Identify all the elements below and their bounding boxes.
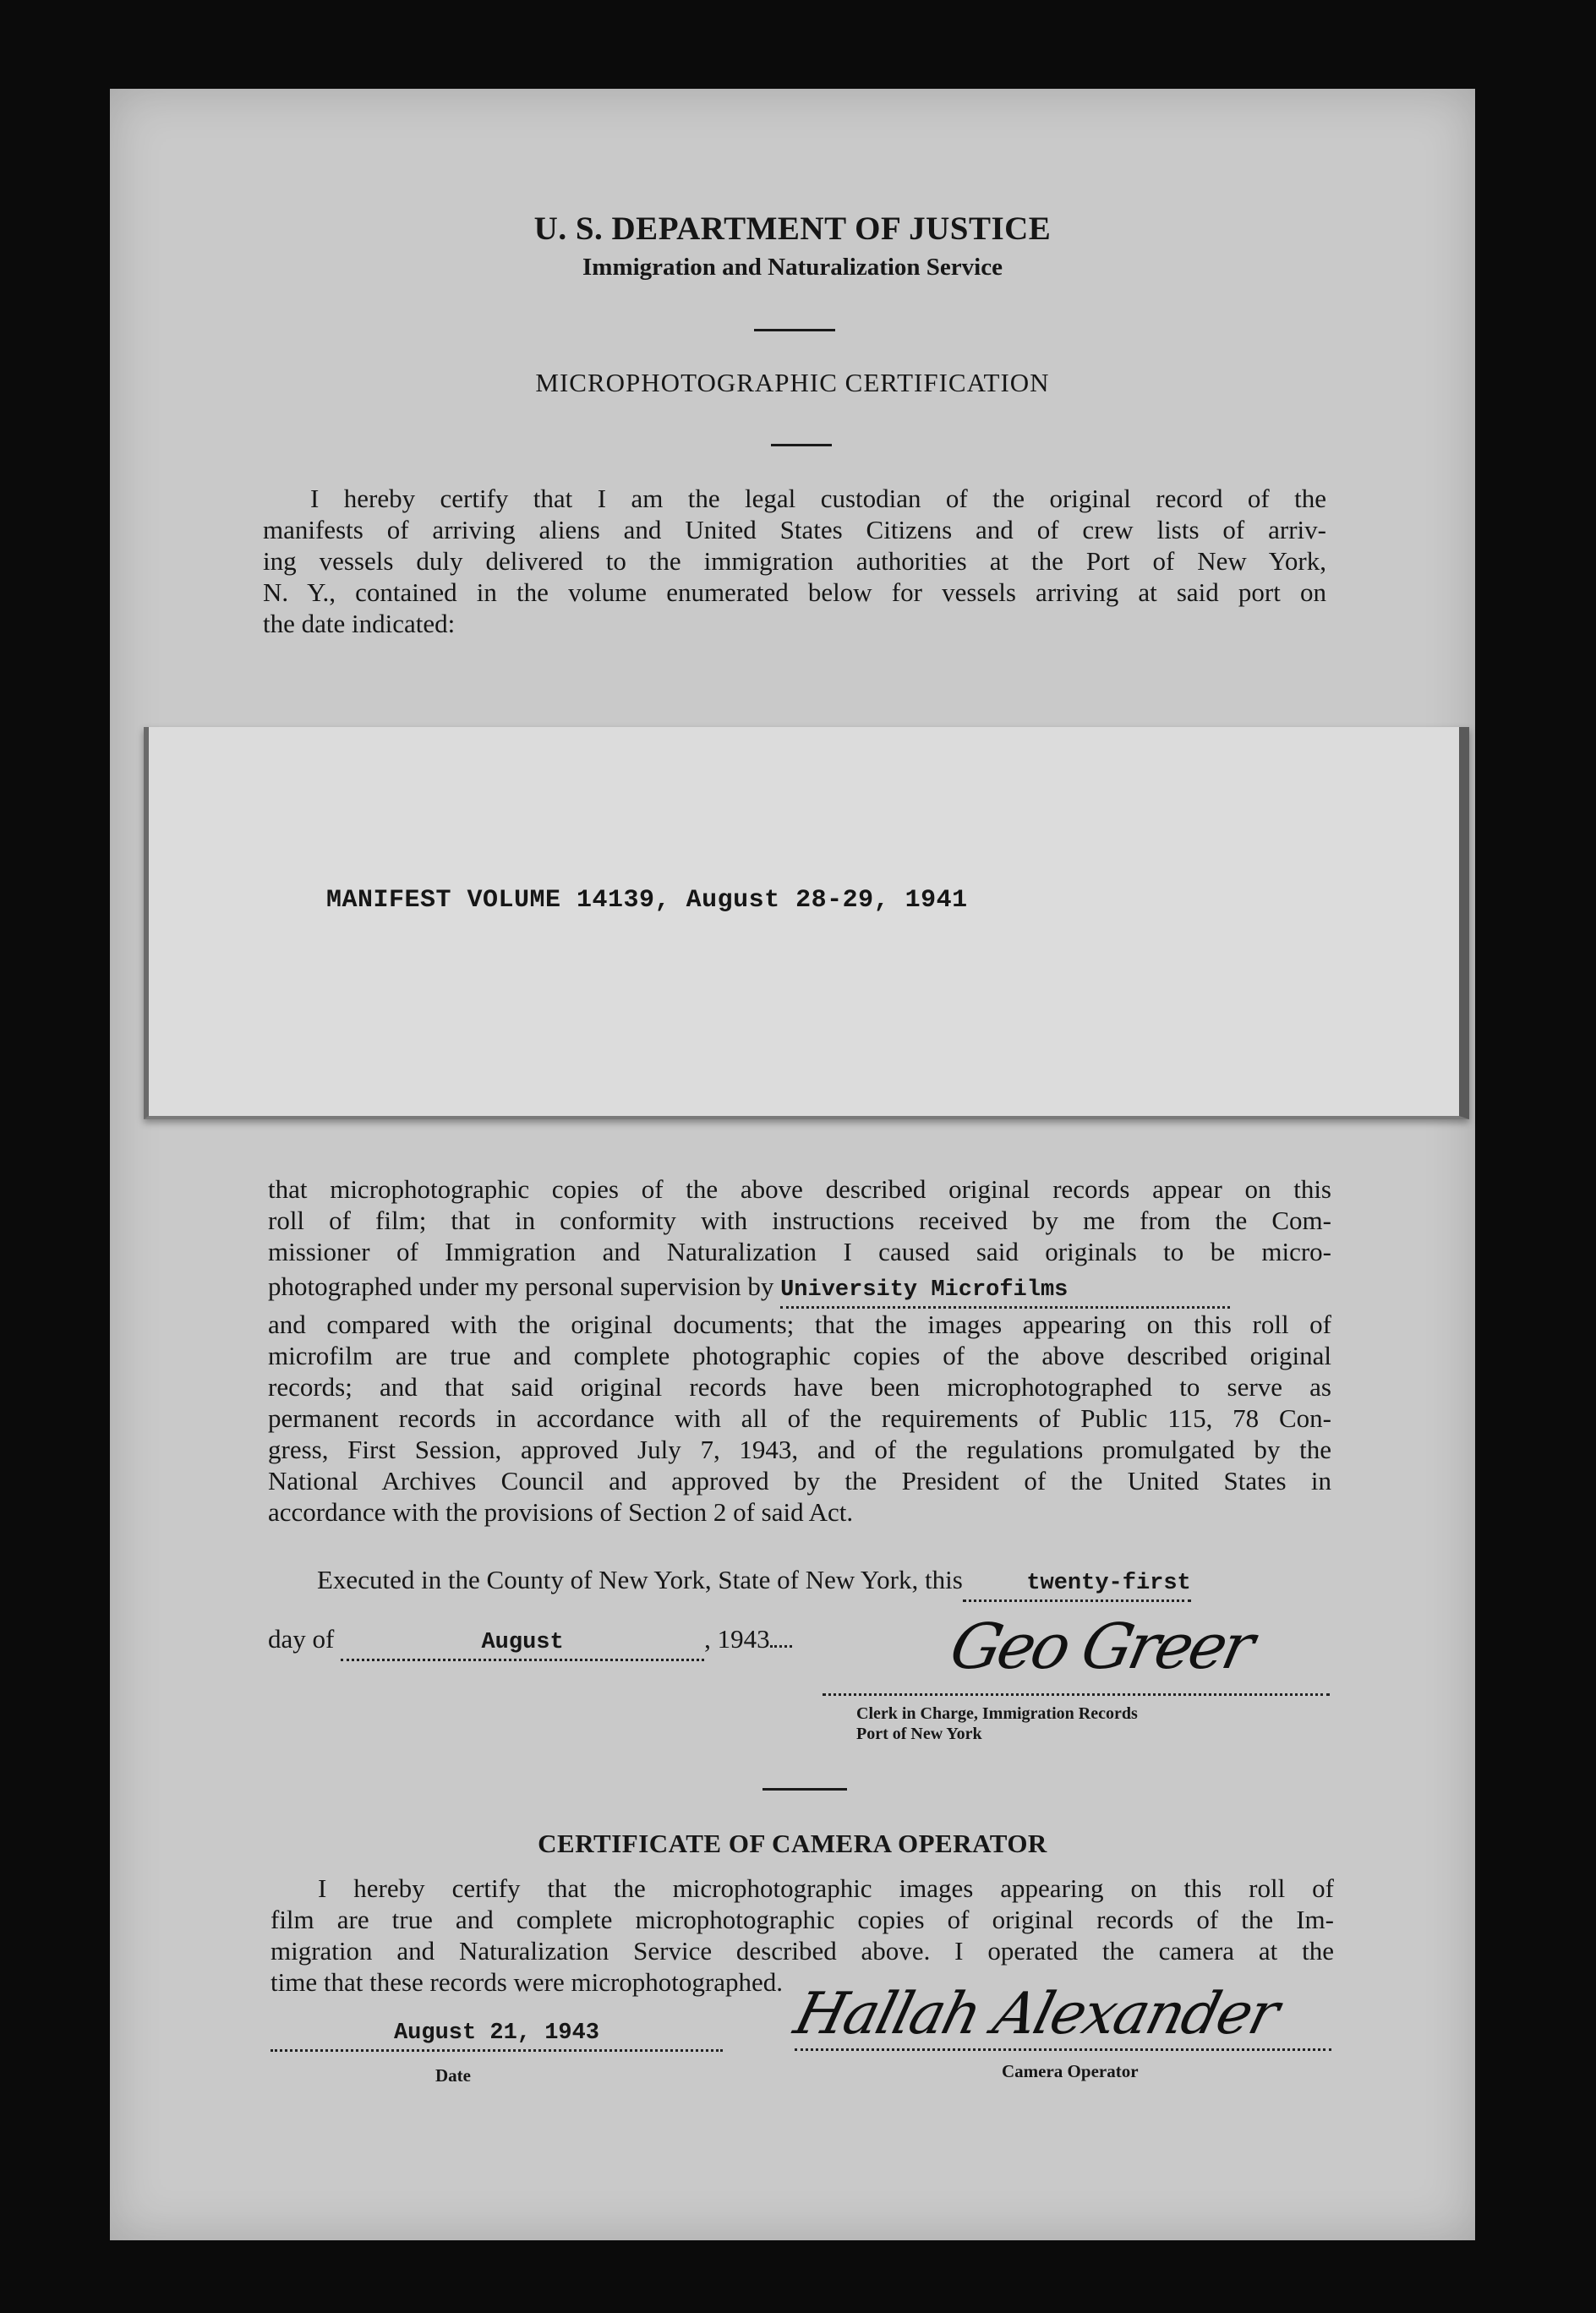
- camera-date-value: August 21, 1943: [271, 2020, 723, 2052]
- paragraph-line: National Archives Council and approved by the President of the United States in: [268, 1466, 1331, 1496]
- camera-certificate-title: CERTIFICATE OF CAMERA OPERATOR: [538, 1829, 1047, 1858]
- intro-paragraph: [263, 483, 1326, 639]
- service-subtitle: Immigration and Naturalization Service: [582, 254, 1003, 281]
- year-prefix: , 194: [704, 1624, 757, 1654]
- clerk-title: [856, 1703, 1138, 1744]
- divider-rule: [771, 444, 832, 446]
- photographed-by-value: University Microfilms: [780, 1275, 1230, 1309]
- clerk-title-line: Port of New York: [856, 1725, 982, 1743]
- paragraph-line: microfilm are true and complete photographic copies of the above described original: [268, 1341, 1331, 1370]
- paragraph-line: that microphotographic copies of the above described original records appear on this: [268, 1174, 1331, 1204]
- body-paragraph: [268, 1173, 1331, 1528]
- paragraph-line: migration and Naturalization Service described above. I operated the camera at the: [271, 1936, 1334, 1966]
- paragraph-line: the date indicated:: [263, 609, 456, 638]
- day-of-line: [268, 1623, 860, 1661]
- executed-line: [317, 1564, 1331, 1602]
- manifest-label: MANIFEST VOLUME 14139, August 28-29, 1941: [326, 886, 968, 915]
- paragraph-line: missioner of Immigration and Naturalization I caused said originals to be micro-: [268, 1237, 1331, 1266]
- clerk-signature: Geo Greer: [943, 1610, 1258, 1683]
- paragraph-line: records; and that said original records have been microphotographed to serve as: [268, 1372, 1331, 1402]
- paragraph-line: film are true and complete microphotographic copies of original records of the Im-: [271, 1905, 1334, 1934]
- manifest-insert: [144, 727, 1469, 1119]
- divider-rule: [754, 329, 835, 331]
- department-title: U. S. DEPARTMENT OF JUSTICE: [533, 211, 1052, 247]
- paragraph-line: I hereby certify that I am the legal custodian of the original record of the: [310, 484, 1326, 513]
- photographed-by-line: [268, 1271, 1331, 1309]
- paragraph-line: N. Y., contained in the volume enumerated below for vessels arriving at said port on: [263, 577, 1326, 607]
- executed-day-value: twenty-first: [963, 1568, 1191, 1602]
- camera-signature-line: [795, 2048, 1331, 2051]
- certificate-page: [110, 89, 1475, 2240]
- camera-paragraph: [271, 1873, 1334, 1998]
- divider-rule: [762, 1788, 847, 1791]
- paragraph-line: ing vessels duly delivered to the immigration authorities at the Port of New York,: [263, 546, 1326, 576]
- year-value: 3: [757, 1624, 770, 1654]
- camera-date-label: Date: [435, 2065, 471, 2086]
- paragraph-line: permanent records in accordance with all of the requirements of Public 115, 78 Con-: [268, 1403, 1331, 1433]
- paragraph-line: gress, First Session, approved July 7, 1943, and of the regulations promulgated by the: [268, 1435, 1331, 1464]
- paragraph-line: I hereby certify that the microphotographic images appearing on this roll of: [318, 1873, 1334, 1903]
- camera-operator-signature: Hallah Alexander: [788, 1981, 1285, 2048]
- paragraph-line: time that these records were microphotographed.: [271, 1967, 783, 1997]
- certification-title: MICROPHOTOGRAPHIC CERTIFICATION: [535, 368, 1050, 397]
- clerk-title-line: Clerk in Charge, Immigration Records: [856, 1704, 1138, 1723]
- camera-operator-label: Camera Operator: [1002, 2061, 1139, 2081]
- paragraph-line: and compared with the original documents; that the images appearing on this roll of: [268, 1310, 1331, 1339]
- photographed-by-prefix: photographed under my personal supervision by: [268, 1271, 774, 1301]
- clerk-signature-line: [823, 1693, 1330, 1696]
- day-of-prefix: day of: [268, 1624, 335, 1654]
- paragraph-line: roll of film; that in conformity with instructions received by me from the Com-: [268, 1206, 1331, 1235]
- executed-prefix: Executed in the County of New York, State of New York, this: [317, 1565, 963, 1594]
- month-value: August: [341, 1627, 704, 1661]
- paragraph-line: manifests of arriving aliens and United States Citizens and of crew lists of arriv-: [263, 515, 1326, 544]
- year-dots: [770, 1645, 792, 1648]
- paragraph-line: accordance with the provisions of Section 2 of said Act.: [268, 1497, 854, 1527]
